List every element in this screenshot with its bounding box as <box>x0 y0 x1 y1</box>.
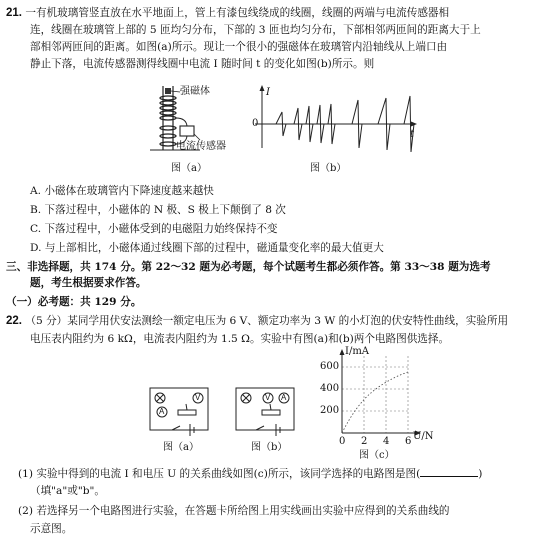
q21-option-c: C. 下落过程中，小磁体受到的电磁阻力始终保持不变 <box>30 223 278 235</box>
q22-sub2-line2: 示意图。 <box>30 523 73 535</box>
q21-graph-x-label: t <box>410 129 415 140</box>
q22-graph-ytick-200: 200 <box>320 405 340 416</box>
q22-graph-x-label: U/N <box>413 431 434 442</box>
q21-option-d: D. 与上部相比，小磁体通过线圈下部的过程中，磁通量变化率的最大值更大 <box>30 242 384 254</box>
q22-answer-blank[interactable] <box>420 466 478 477</box>
q22-b-ammeter-label: A <box>281 393 287 402</box>
q22-graph-xtick-6: 6 <box>405 436 412 447</box>
q21-line3: 部相邻两匝间的距离。如图(a)所示。现让一个很小的强磁体在玻璃管内沿轴线从上端口由 <box>30 41 448 53</box>
q22-graph-xtick-2: 2 <box>361 436 368 447</box>
q22-graph-xtick-4: 4 <box>383 436 390 447</box>
q21-number: 21. <box>6 7 22 19</box>
q21-line1: 一有机玻璃管竖直放在水平地面上，管上有漆包线绕成的线圈，线圈的两端与电流传感器相 <box>25 7 450 19</box>
q21-graph-origin: 0 <box>252 118 259 129</box>
q22-graph-ytick-600: 600 <box>320 361 340 372</box>
section3-line2: 题，考生根据要求作答。 <box>30 277 147 289</box>
q21-graph-y-label: I <box>266 87 270 98</box>
section3-line1: 三、非选择题，共 174 分。第 22～32 题为必考题，每个试题考生都必须作答。第 33～38 题为选考 <box>6 261 491 273</box>
q21-line4: 静止下落，电流传感器测得线圈中电流 I 随时间 t 的变化如图(b)所示。则 <box>30 58 375 70</box>
q21-option-a: A. 小磁体在玻璃管内下降速度越来越快 <box>30 185 214 197</box>
q22-sub1-close: ) <box>478 468 483 480</box>
q22-sub2-line1: (2) 若选择另一个电路图进行实验，在答题卡所给图上用实线画出实验中应得到的关系曲线的 <box>18 505 450 517</box>
q22-fig-c-caption: 图（c） <box>359 450 395 461</box>
sensor-label: 电流传感器 <box>176 141 226 152</box>
q21-line2: 连，线圈在玻璃管上部的 5 匝均匀分布，下部的 3 匝也均匀分布，下部相邻两匝间的距离大于上 <box>30 24 481 36</box>
q22-fig-b-caption: 图（b） <box>251 442 288 453</box>
q22-graph-y-label: I/mA <box>345 346 370 357</box>
q22-sub1-text: (1) 实验中得到的电流 I 和电压 U 的关系曲线如图(c)所示，该同学选择的电路图是图( <box>18 468 421 480</box>
q22-graph-ytick-400: 400 <box>320 383 340 394</box>
q22-b-voltmeter-label: V <box>265 393 271 402</box>
q22-line2: 电压表内阻约为 6 kΩ，电流表内阻约为 1.5 Ω。实验中有图(a)和(b)两个电路图供选择。 <box>30 333 450 345</box>
q22-sub1-line1 <box>18 466 482 481</box>
q22-graph-xtick-0: 0 <box>339 436 346 447</box>
q22-a-voltmeter-label: V <box>195 393 201 402</box>
section3-sub: （一）必考题：共 129 分。 <box>6 296 142 308</box>
q22-line1: （5 分）某同学用伏安法测绘一额定电压为 6 V、额定功率为 3 W 的小灯泡的伏安特性曲线，实验所用 <box>25 315 509 327</box>
q21-fig-a-caption: 图（a） <box>171 163 207 174</box>
q22-fig-a-caption: 图（a） <box>163 442 199 453</box>
q22-sub1-line2: （填"a"或"b"。 <box>30 485 105 497</box>
q21-option-b: B. 下落过程中，小磁体的 N 极、S 极上下颠倒了 8 次 <box>30 204 286 216</box>
q22-number: 22. <box>6 315 22 327</box>
q21-fig-b-caption: 图（b） <box>310 163 347 174</box>
magnet-label: 强磁体 <box>180 86 210 97</box>
q22-a-ammeter-label: A <box>159 407 165 416</box>
